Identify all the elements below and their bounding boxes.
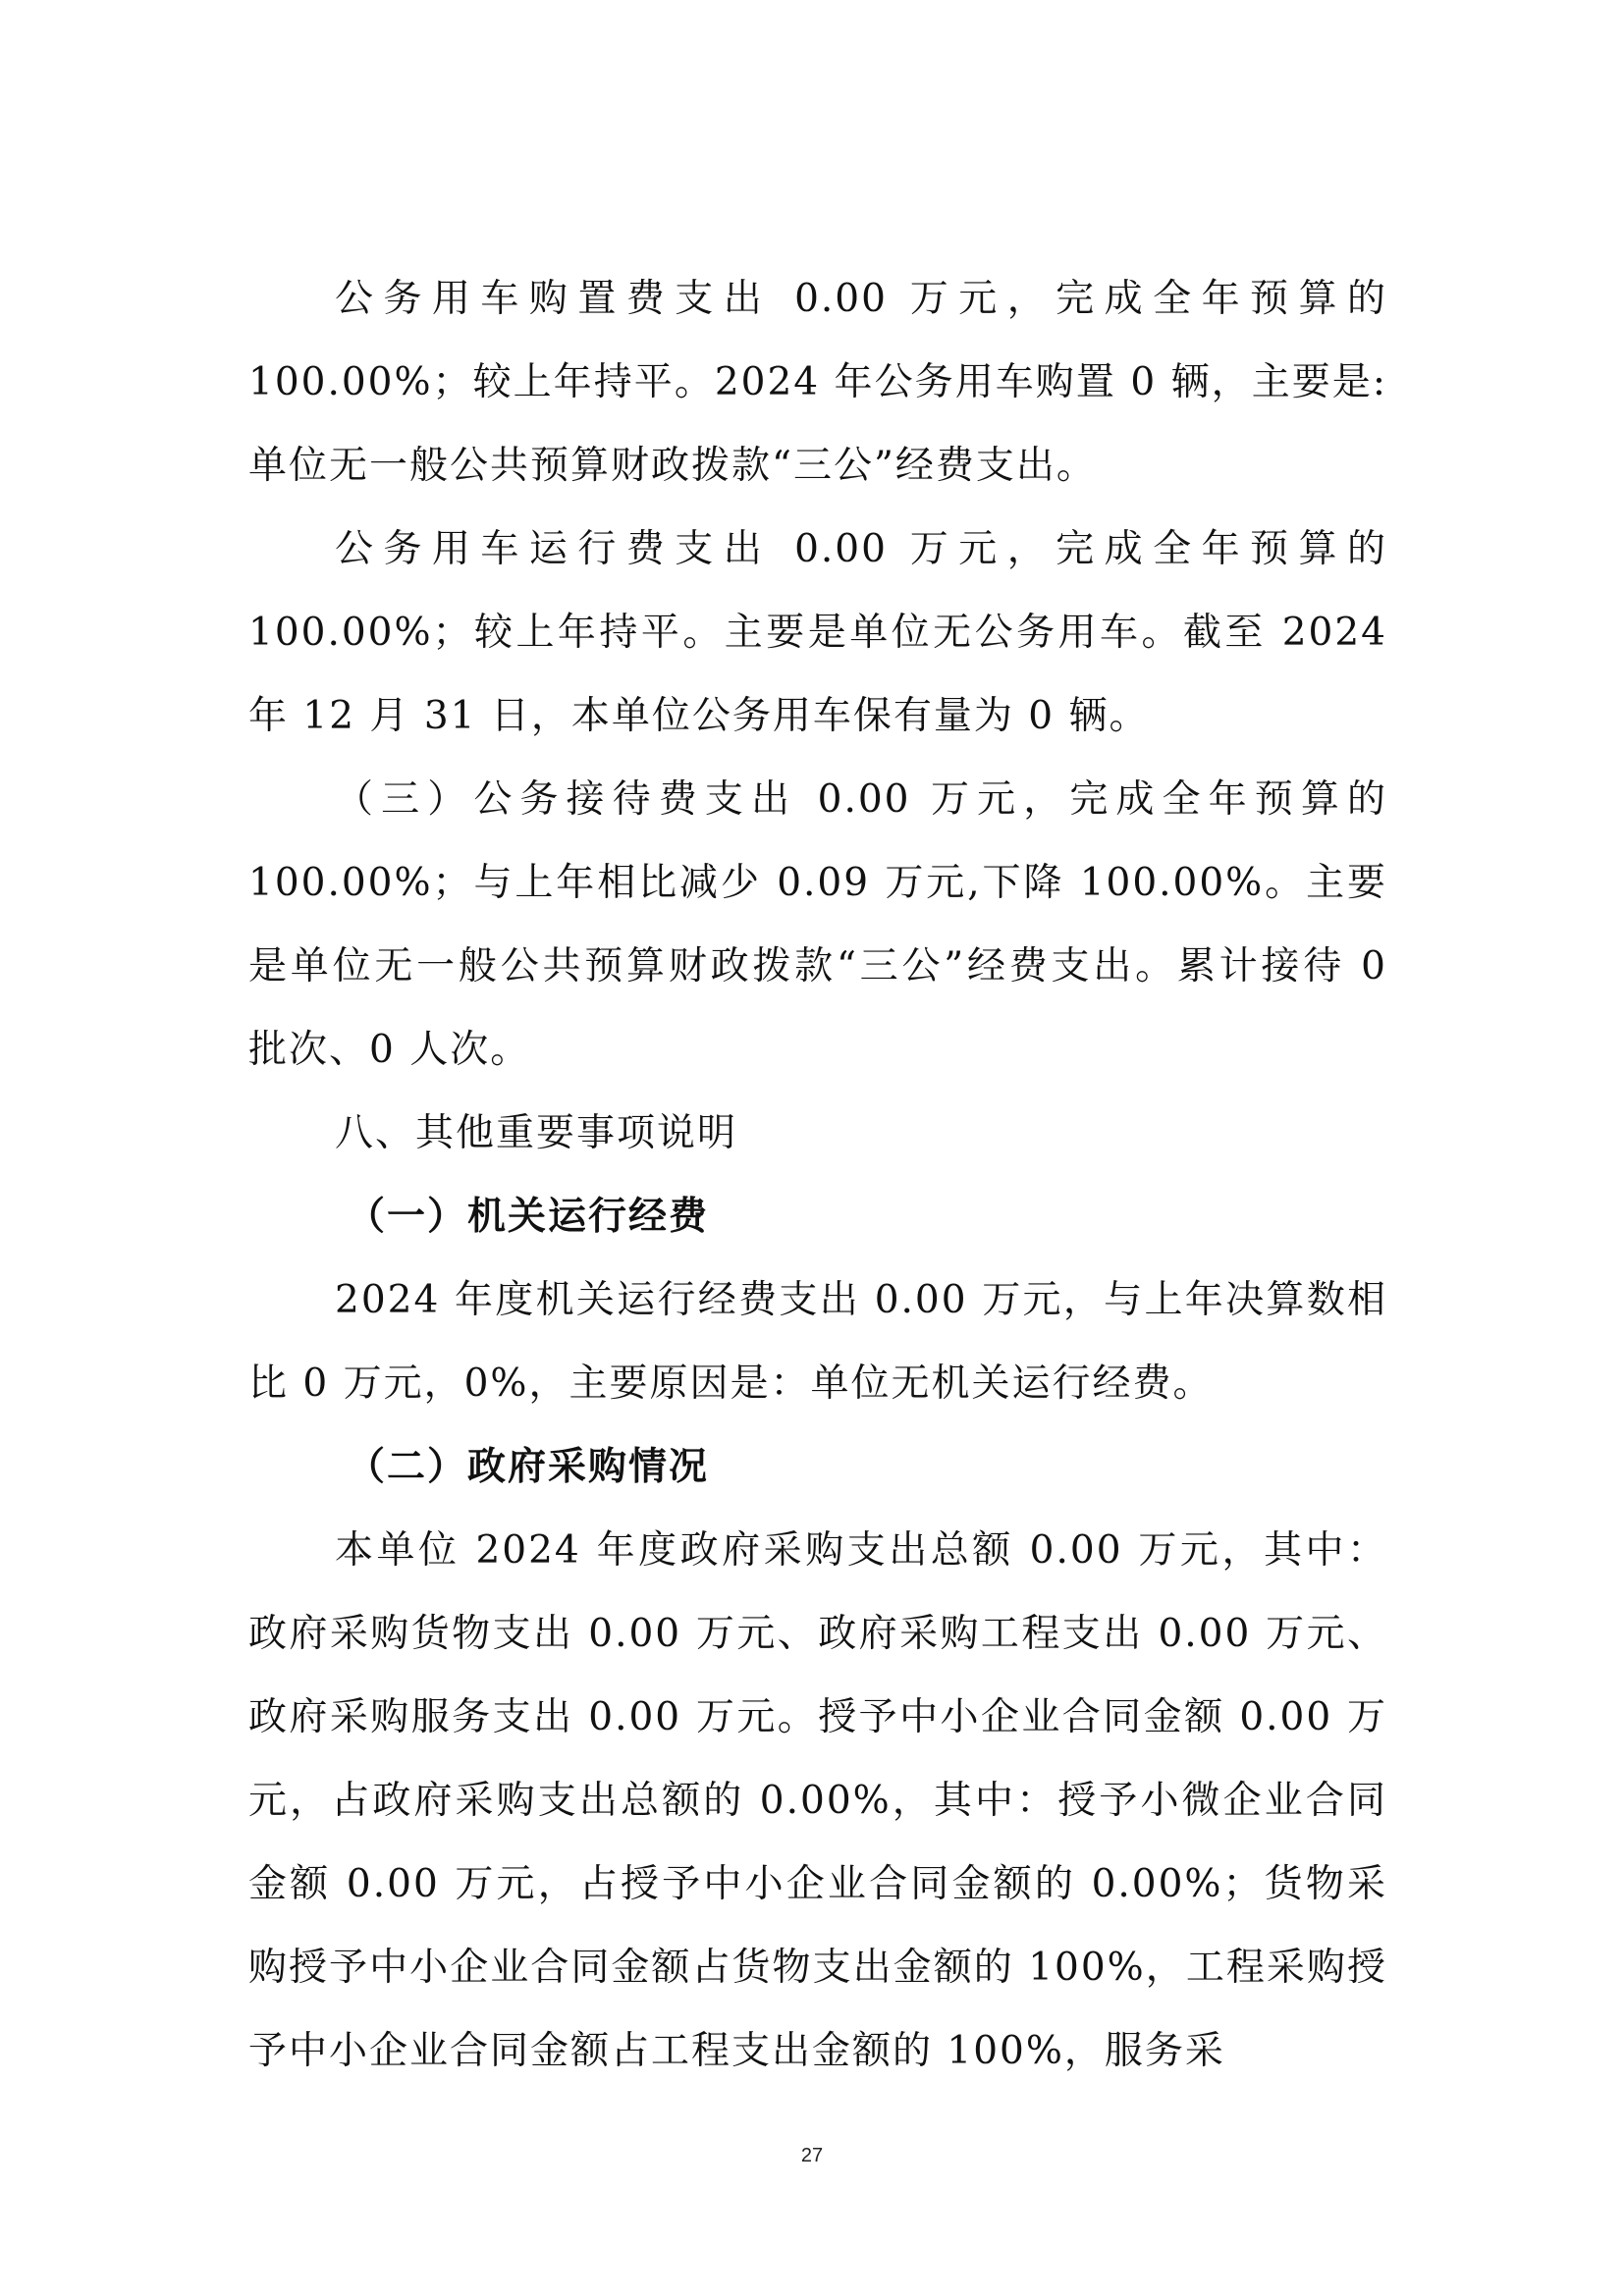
paragraph-vehicle-operation: 公务用车运行费支出 0.00 万元，完成全年预算的 100.00%；较上年持平。主要是单位无公务用车。截至 2024 年 12 月 31 日，本单位公务用车保有量为 0 辆。 [248, 527, 1387, 738]
paragraph-government-procurement: 本单位 2024 年度政府采购支出总额 0.00 万元，其中：政府采购货物支出 0.00 万元、政府采购工程支出 0.00 万元、政府采购服务支出 0.00 万元。授予中小企业合同金额 0.00 万元，占政府采购支出总额的 0.00%，其中：授予小微企业合同金额 0.00 万元，占授予中小企业合同金额的 0.00%；货物采购授予中小企业合同金额占货物支出金额的 100%，工程采购授予中小企业合同金额占工程支出金额的 100%，服务采 [248, 1528, 1387, 2073]
subheading-government-procurement: （二）政府采购情况 [347, 1445, 710, 1489]
paragraph-reception-expense: （三）公务接待费支出 0.00 万元，完成全年预算的 100.00%；与上年相比减少 0.09 万元,下降 100.00%。主要是单位无一般公共预算财政拨款“三公”经费支出。累计接待 0 批次、0 人次。 [248, 777, 1387, 1072]
paragraph-operating-expenses: 2024 年度机关运行经费支出 0.00 万元，与上年决算数相比 0 万元，0%，主要原因是：单位无机关运行经费。 [248, 1278, 1387, 1406]
document-body [248, 257, 1387, 2093]
subheading-operating-expenses: （一）机关运行经费 [347, 1195, 710, 1239]
paragraph-vehicle-purchase: 公务用车购置费支出 0.00 万元，完成全年预算的 100.00%；较上年持平。2024 年公务用车购置 0 辆，主要是:单位无一般公共预算财政拨款“三公”经费支出。 [248, 277, 1387, 488]
page-number: 27 [800, 2145, 824, 2166]
section-heading-other-matters: 八、其他重要事项说明 [335, 1111, 738, 1155]
